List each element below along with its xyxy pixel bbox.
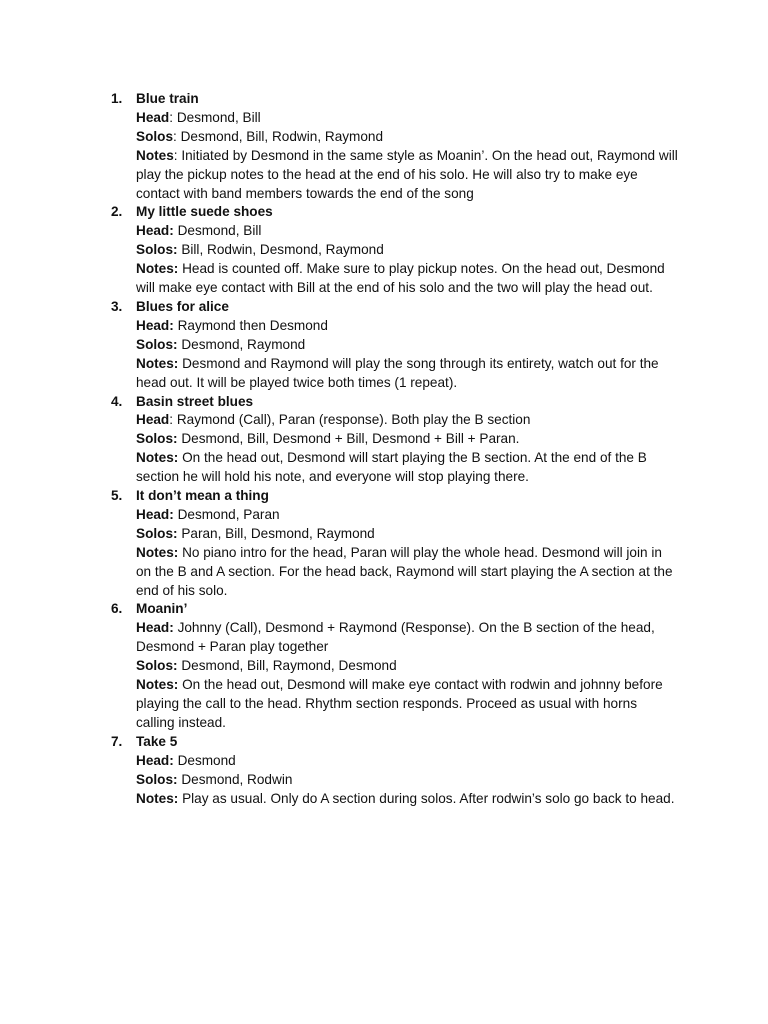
solos-label: Solos: (136, 771, 178, 787)
notes-value: Desmond and Raymond will play the song through its entirety, watch out for the head out. It will be played twice both times (1 repeat). (136, 355, 659, 390)
solos-line (136, 771, 678, 790)
song-title: Basin street blues (136, 393, 254, 409)
song-title: Moanin’ (136, 601, 188, 617)
head-line (136, 109, 678, 128)
head-separator: : (169, 412, 177, 428)
solos-separator: : (173, 128, 181, 144)
solos-line (136, 241, 678, 260)
head-label: Head: (136, 317, 174, 333)
head-label: Head: (136, 752, 174, 768)
head-line (136, 411, 678, 430)
solos-value: Paran, Bill, Desmond, Raymond (181, 525, 375, 541)
head-label: Head: (136, 620, 174, 636)
solos-value: Desmond, Bill, Raymond, Desmond (181, 658, 397, 674)
solos-value: Desmond, Raymond (181, 336, 306, 352)
solos-line (136, 657, 678, 676)
song-item (0, 600, 768, 732)
song-title: Take 5 (136, 733, 178, 749)
solos-label: Solos: (136, 336, 178, 352)
head-value: Desmond (177, 752, 236, 768)
notes-line (136, 147, 678, 204)
head-line (136, 317, 678, 336)
solos-line (136, 128, 678, 147)
song-number: 4. (111, 393, 123, 409)
solos-label: Solos: (136, 242, 178, 258)
solos-value: Bill, Rodwin, Desmond, Raymond (181, 242, 384, 258)
song-item (0, 90, 768, 203)
notes-value: No piano intro for the head, Paran will play the whole head. Desmond will join in on the B and A section. For the head back, Raymond will start playing the A section at the end of his solo. (136, 544, 673, 598)
song-number: 1. (111, 91, 123, 106)
notes-label: Notes: (136, 355, 179, 371)
solos-value: Desmond, Rodwin (181, 771, 293, 787)
notes-label: Notes: (136, 450, 179, 466)
notes-value: On the head out, Desmond will start playing the B section. At the end of the B section he will hold his note, and everyone will stop playing there. (136, 450, 647, 485)
head-value: Desmond, Bill (177, 223, 262, 239)
notes-line (136, 260, 678, 298)
head-label: Head: (136, 223, 174, 239)
head-line (136, 506, 678, 525)
solos-line (136, 525, 678, 544)
notes-separator: : (173, 147, 182, 163)
head-value: Desmond, Paran (177, 506, 280, 522)
notes-line (136, 544, 678, 601)
song-title: It don’t mean a thing (136, 488, 269, 504)
notes-value: Head is counted off. Make sure to play pickup notes. On the head out, Desmond will make eye contact with Bill at the end of his solo and the two will play the head out. (136, 261, 665, 296)
solos-label: Solos: (136, 525, 178, 541)
song-title: Blues for alice (136, 298, 229, 314)
head-value: Raymond then Desmond (177, 317, 328, 333)
head-label: Head (136, 109, 170, 125)
solos-line (136, 336, 678, 355)
notes-line (136, 355, 678, 393)
notes-line (136, 676, 678, 733)
notes-label: Notes (136, 147, 174, 163)
head-value: Desmond, Bill (176, 109, 261, 125)
head-label: Head: (136, 506, 174, 522)
song-number: 7. (111, 733, 123, 749)
head-value: Johnny (Call), Desmond + Raymond (Response). On the B section of the head, Desmond + Paran play together (136, 620, 655, 655)
song-title: My little suede shoes (136, 204, 273, 220)
solos-line (136, 430, 678, 449)
head-separator: : (169, 109, 177, 125)
solos-label: Solos (136, 128, 174, 144)
song-number: 2. (111, 204, 123, 220)
solos-label: Solos: (136, 658, 178, 674)
notes-label: Notes: (136, 677, 179, 693)
notes-value: Play as usual. Only do A section during solos. After rodwin’s solo go back to head. (182, 790, 675, 806)
head-label: Head (136, 412, 170, 428)
notes-label: Notes: (136, 790, 179, 806)
setlist (0, 90, 768, 808)
song-item (0, 487, 768, 600)
head-value: Raymond (Call), Paran (response). Both play the B section (176, 412, 531, 428)
song-item (0, 733, 768, 809)
song-number: 5. (111, 488, 123, 504)
song-title: Blue train (136, 91, 199, 106)
notes-value: Initiated by Desmond in the same style as Moanin’. On the head out, Raymond will play the pickup notes to the head at the end of his solo. He will also try to make eye contact with band members towards the end of the song (136, 147, 678, 201)
song-number: 6. (111, 601, 123, 617)
notes-label: Notes: (136, 261, 179, 277)
head-line (136, 752, 678, 771)
notes-value: On the head out, Desmond will make eye contact with rodwin and johnny before playing the call to the head. Rhythm section responds. Proceed as usual with horns calling instead. (136, 677, 663, 730)
song-item (0, 393, 768, 488)
song-item (0, 203, 768, 298)
notes-line (136, 790, 678, 809)
head-line (136, 222, 678, 241)
song-number: 3. (111, 298, 123, 314)
solos-value: Desmond, Bill, Rodwin, Raymond (180, 128, 384, 144)
solos-label: Solos: (136, 431, 178, 447)
head-line (136, 619, 678, 657)
song-item (0, 298, 768, 393)
solos-value: Desmond, Bill, Desmond + Bill, Desmond + Bill + Paran. (181, 431, 520, 447)
notes-line (136, 449, 678, 487)
notes-label: Notes: (136, 544, 179, 560)
